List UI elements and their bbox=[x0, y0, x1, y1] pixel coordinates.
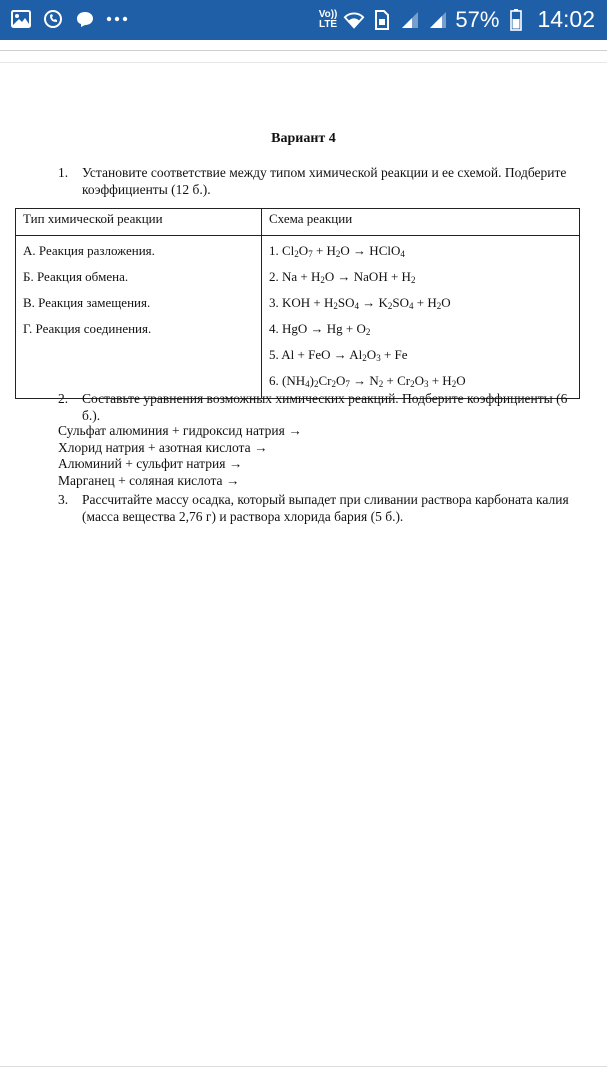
formula-text: + Cr bbox=[383, 373, 411, 388]
formula-subscript: 7 bbox=[308, 249, 313, 259]
formula-subscript: 2 bbox=[378, 379, 384, 389]
reaction-list bbox=[58, 423, 302, 489]
reaction-scheme-item bbox=[269, 292, 572, 318]
formula-text: + H bbox=[312, 243, 336, 258]
task-number: 3. bbox=[58, 492, 69, 507]
formula-text: 4. HgO → Hg + O bbox=[269, 321, 366, 336]
formula-text: O bbox=[441, 295, 451, 310]
formula-text: + H bbox=[428, 373, 452, 388]
battery-percent: 57% bbox=[455, 6, 500, 32]
divider bbox=[0, 62, 607, 63]
formula-subscript: 2 bbox=[387, 301, 393, 311]
table-header-type: Тип химической реакции bbox=[16, 209, 262, 236]
formula-subscript: 4 bbox=[409, 301, 414, 311]
status-bar bbox=[0, 0, 607, 40]
formula-text: → N bbox=[349, 373, 379, 388]
reaction-types-cell bbox=[16, 236, 262, 399]
formula-subscript: 2 bbox=[365, 327, 371, 337]
table-header-scheme: Схема реакции bbox=[262, 209, 580, 236]
task-text: Составьте уравнения возможных химических реакций. Подберите коэффициенты (6 б.). bbox=[82, 391, 568, 423]
chat-icon bbox=[74, 8, 96, 30]
signal-icon-2 bbox=[427, 9, 449, 31]
formula-text: Cr bbox=[318, 373, 332, 388]
task-number: 2. bbox=[58, 391, 69, 406]
formula-text: 1. Cl bbox=[269, 243, 295, 258]
reaction-schemes-cell bbox=[262, 236, 580, 399]
gallery-icon bbox=[10, 8, 32, 30]
divider bbox=[0, 50, 607, 51]
formula-text: → K bbox=[359, 295, 388, 310]
reaction-scheme-item bbox=[269, 266, 572, 292]
reaction-type-item: Б. Реакция обмена. bbox=[23, 269, 129, 284]
clock: 14:02 bbox=[537, 6, 595, 32]
formula-subscript: 4 bbox=[400, 249, 405, 259]
task-text: Рассчитайте массу осадка, который выпадет при сливании раствора карбоната калия (масса вещества 2,76 г) и раствора хлорида бария (5 б.). bbox=[82, 492, 569, 524]
task-3 bbox=[58, 491, 578, 525]
formula-subscript: 2 bbox=[451, 379, 457, 389]
formula-text: 3. KOH + H bbox=[269, 295, 334, 310]
reaction-scheme-item bbox=[269, 240, 572, 266]
formula-subscript: 2 bbox=[335, 249, 341, 259]
formula-text: O bbox=[366, 347, 377, 362]
formula-subscript: 2 bbox=[362, 353, 367, 363]
list-item: Хлорид натрия + азотная кислота → bbox=[58, 439, 268, 455]
task-2 bbox=[58, 390, 578, 424]
task-number: 1. bbox=[58, 165, 69, 180]
formula-text: O bbox=[414, 373, 424, 388]
formula-subscript: 2 bbox=[313, 379, 319, 389]
formula-subscript: 3 bbox=[423, 379, 429, 389]
formula-subscript: 2 bbox=[320, 275, 325, 285]
formula-text: O → HClO bbox=[340, 243, 401, 258]
viber-icon bbox=[42, 8, 64, 30]
formula-text: + H bbox=[413, 295, 437, 310]
more-dots-icon bbox=[106, 8, 128, 30]
battery-icon bbox=[505, 9, 527, 31]
formula-text: ) bbox=[309, 373, 314, 388]
formula-subscript: 2 bbox=[331, 379, 336, 389]
formula-text: O → NaOH + H bbox=[324, 269, 411, 284]
sim-icon bbox=[371, 9, 393, 31]
task-text: Установите соответствие между типом химической реакции и ее схемой. Подберите коэффициенты (12 б.). bbox=[82, 165, 567, 197]
reaction-type-item: Г. Реакция соединения. bbox=[23, 321, 152, 336]
formula-subscript: 3 bbox=[376, 353, 381, 363]
list-item: Марганец + соляная кислота → bbox=[58, 472, 240, 488]
formula-text: SO bbox=[337, 295, 355, 310]
reaction-scheme-item bbox=[269, 318, 572, 344]
formula-subscript: 2 bbox=[410, 379, 415, 389]
list-item: Алюминий + сульфит натрия → bbox=[58, 456, 243, 471]
signal-icon bbox=[399, 9, 421, 31]
formula-text: + Fe bbox=[380, 347, 408, 362]
formula-text: O bbox=[298, 243, 309, 258]
formula-text: 2. Na + H bbox=[269, 269, 321, 284]
page-title: Вариант 4 bbox=[271, 131, 336, 146]
formula-subscript: 2 bbox=[410, 275, 416, 285]
formula-subscript: 4 bbox=[305, 379, 310, 389]
formula-text: O bbox=[456, 373, 466, 388]
reaction-table bbox=[15, 208, 580, 399]
network-type-label: Vo)) LTE bbox=[318, 8, 338, 30]
formula-subscript: 2 bbox=[294, 249, 299, 259]
formula-subscript: 2 bbox=[436, 301, 442, 311]
formula-subscript: 7 bbox=[345, 379, 350, 389]
formula-text: SO bbox=[392, 295, 410, 310]
formula-subscript: 4 bbox=[354, 301, 360, 311]
reaction-type-item: А. Реакция разложения. bbox=[23, 243, 155, 258]
task-1 bbox=[58, 164, 578, 198]
formula-text: 6. (NH bbox=[269, 373, 306, 388]
wifi-icon bbox=[343, 9, 365, 31]
formula-subscript: 2 bbox=[333, 301, 338, 311]
divider bbox=[0, 1066, 607, 1067]
formula-text: 5. Al + FeO → Al bbox=[269, 347, 363, 362]
reaction-scheme-item bbox=[269, 344, 572, 370]
formula-text: O bbox=[335, 373, 346, 388]
reaction-type-item: В. Реакция замещения. bbox=[23, 295, 151, 310]
list-item: Сульфат алюминия + гидроксид натрия → bbox=[58, 423, 302, 438]
